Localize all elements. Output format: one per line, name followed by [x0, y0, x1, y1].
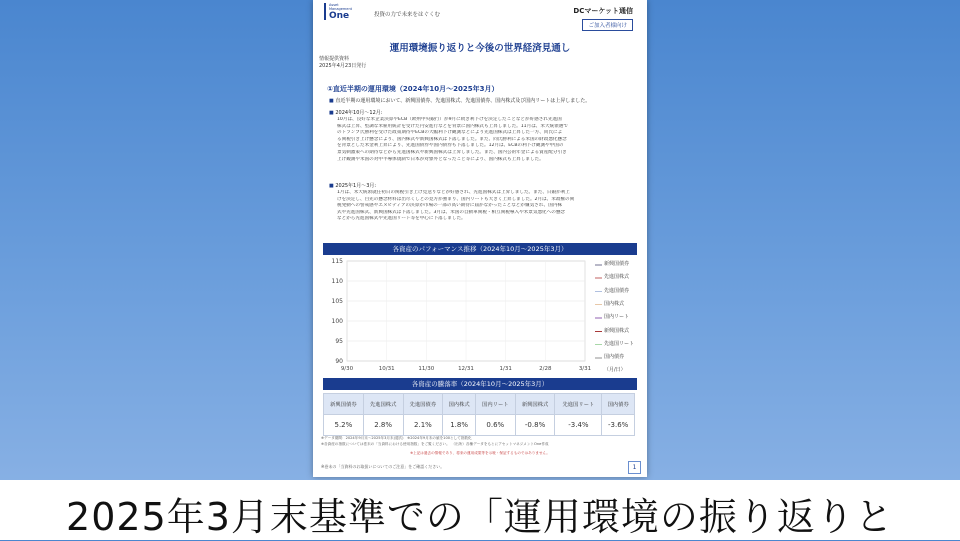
period-bullet-q4: ■ 2024年10月～12月: — [329, 109, 382, 116]
returns-value-cell: -3.6% — [602, 415, 635, 436]
footer-note: ※巻末の「当資料のお取扱いについてのご注意」をご確認ください。 — [321, 464, 445, 469]
y-tick-label: 115 — [331, 258, 343, 265]
audience-badge: ご加入者様向け — [582, 19, 633, 31]
commentary-q4 — [337, 117, 637, 163]
y-tick-label: 90 — [335, 358, 343, 365]
y-tick-label: 110 — [331, 278, 343, 285]
legend-label: 新興国株式 — [604, 327, 630, 334]
returns-value-cell: 2.8% — [363, 415, 403, 436]
legend-swatch — [595, 277, 602, 279]
legend-swatch — [595, 317, 602, 319]
series-title: DCマーケット通信 — [573, 7, 633, 15]
returns-header-row — [324, 394, 635, 415]
legend-swatch — [595, 264, 602, 266]
note-disclaimer: ※上記は過去の情報であり、将来の運用成果等を示唆・保証するものではありません。 — [410, 451, 550, 455]
page-number: 1 — [628, 461, 641, 474]
commentary-q4-line: 上げ観測や米国の対中半導体規制で日本が対象外となったこと等により、国内株式も上昇しました。 — [337, 156, 544, 162]
legend-label: 先進国債券 — [604, 287, 630, 294]
logo-small-text: Asset Management — [329, 3, 353, 11]
commentary-q4-line: 10月は、良好な米企業決算やECB（欧州中央銀行）が9月に続き利下げを決定したことなどが好感され先進国 — [337, 117, 562, 122]
returns-header-cell: 国内リート — [475, 394, 515, 415]
legend-item — [595, 273, 643, 285]
returns-header-cell: 新興国債券 — [324, 394, 364, 415]
commentary-q4-line: 景気刺激策への期待などから先進国株式や新興国株式は上昇しました。また、国内公的年金による資産配分引き — [337, 149, 567, 155]
legend-swatch — [595, 291, 602, 293]
commentary-q4-line: を背景とした米金利上昇により、先進国債券や国内債券も下落しました。12月は、ECBの利下げ観測や中国の — [337, 143, 564, 149]
period-bullet-q1: ■ 2025年1月～3月: — [329, 182, 376, 189]
returns-value-cell: 0.6% — [475, 415, 515, 436]
legend-swatch — [595, 304, 602, 306]
x-axis-unit: （月/日） — [604, 367, 626, 374]
returns-header-cell: 先進国リート — [555, 394, 602, 415]
returns-header-cell: 新興国株式 — [515, 394, 555, 415]
x-tick-label: 12/31 — [458, 366, 474, 372]
returns-value-cell: -0.8% — [515, 415, 555, 436]
logo-mark — [324, 3, 326, 20]
doc-type: 情報提供資料 — [319, 56, 350, 62]
returns-header-cell: 国内株式 — [443, 394, 476, 415]
returns-value-row — [324, 415, 635, 436]
returns-value-cell: -3.4% — [555, 415, 602, 436]
commentary-q1-line: 式や先進国株式、新興国株式は下落しました。3月は、米国の自動車関税・相互関税導入や米景気悪化への懸念 — [337, 209, 566, 215]
x-tick-label: 1/31 — [499, 366, 512, 372]
legend-item — [595, 300, 643, 312]
commentary-q1 — [337, 190, 637, 223]
legend-item — [595, 260, 643, 272]
legend-item — [595, 327, 643, 339]
caption-text: 2025年3月末基準での「運用環境の振り返りと — [66, 495, 894, 539]
legend-label: 先進国株式 — [604, 274, 630, 281]
issue-date: 2025年4月23日発行 — [319, 63, 367, 69]
company-logo — [323, 3, 363, 21]
commentary-q1-line: げを決定し、目先の懸念材料は出尽くしとの見方が強まり、国内リートも大きく上昇しました。2月は、米政権の関 — [337, 196, 575, 202]
commentary-q4-line: 株式は上昇、堅調な米雇用統計を受けた円安進行などを背景に国内株式も上昇しました。11月は、米大統領選で — [337, 123, 568, 129]
legend-item — [595, 287, 643, 299]
x-tick-label: 11/30 — [418, 366, 435, 372]
returns-header-cell: 先進国債券 — [403, 394, 443, 415]
x-tick-label: 2/28 — [539, 366, 552, 372]
performance-chart — [321, 255, 593, 373]
note-source: ※各資産の指数については巻末の「当資料における使用指数」をご覧ください。 （出所）各種データをもとにアセットマネジメントOne作成 — [321, 442, 549, 446]
legend-label: 国内債券 — [604, 354, 625, 361]
legend-swatch — [595, 331, 602, 333]
returns-value-cell: 5.2% — [324, 415, 364, 436]
legend-item — [595, 340, 643, 352]
caption-bar — [0, 480, 960, 540]
commentary-q1-line: などから先進国株式や先進国リート等を中心に下落しました。 — [337, 216, 466, 222]
returns-header-cell: 国内債券 — [602, 394, 635, 415]
document-title: 運用環境振り返りと今後の世界経済見通し — [389, 43, 571, 54]
returns-header-cell: 先進国株式 — [363, 394, 403, 415]
commentary-q4-line: のトランプ氏勝利を受けた政策期待やECBの大幅利下げ観測などにより先進国株式は上昇した一方、同氏によ — [337, 130, 563, 136]
x-tick-label: 10/31 — [378, 366, 395, 372]
note-data-period: ※データ期間：2024年9月末～2025年3月末(週次) ※2024年9月末の値を100として指数化 — [321, 436, 472, 440]
x-tick-label: 9/30 — [340, 366, 354, 372]
tagline: 投資の力で未来をはぐくむ — [374, 12, 441, 18]
x-tick-label: 3/31 — [578, 366, 592, 372]
legend-item — [595, 353, 643, 365]
legend-swatch — [595, 344, 602, 346]
legend-label: 新興国債券 — [604, 261, 630, 267]
legend-item — [595, 313, 643, 325]
y-tick-label: 100 — [331, 318, 343, 325]
legend-label: 国内リート — [604, 314, 630, 321]
commentary-q1-line: 1月は、米大統領就任初日の関税引き上げ見送りなどが好感され、先進国株式は上昇しました。また、日銀が利上 — [337, 190, 570, 195]
y-tick-label: 95 — [335, 338, 343, 345]
returns-title: 各資産の騰落率（2024年10月～2025年3月） — [323, 378, 637, 390]
legend-swatch — [595, 357, 602, 359]
chart-title: 各資産のパフォーマンス推移（2024年10月～2025年3月） — [323, 243, 637, 255]
returns-table — [323, 393, 635, 436]
logo-main-text: One — [329, 11, 350, 21]
y-tick-label: 105 — [331, 298, 343, 305]
commentary-q4-line: る関税引き上げ懸念により、国内株式や新興国株式は下落しました。また、同氏勝利による米国の財政悪化懸念 — [337, 136, 567, 142]
section-heading: ①直近半期の運用環境（2024年10月～2025年3月） — [327, 85, 499, 93]
returns-value-cell: 2.1% — [403, 415, 443, 436]
commentary-q1-line: 税発動への警戒感やエヌビディアの決算が市場の一部の高い期待に届かなかったことなどが嫌気され、国内株 — [337, 203, 563, 209]
summary-bullet: ■ 直近半期の運用環境において、新興国債券、先進国株式、先進国債券、国内株式及び国内リートは上昇しました。 — [329, 97, 590, 104]
legend-label: 先進国リート — [604, 340, 635, 347]
returns-value-cell: 1.8% — [443, 415, 476, 436]
legend-label: 国内株式 — [604, 300, 625, 307]
document-page — [313, 0, 647, 477]
